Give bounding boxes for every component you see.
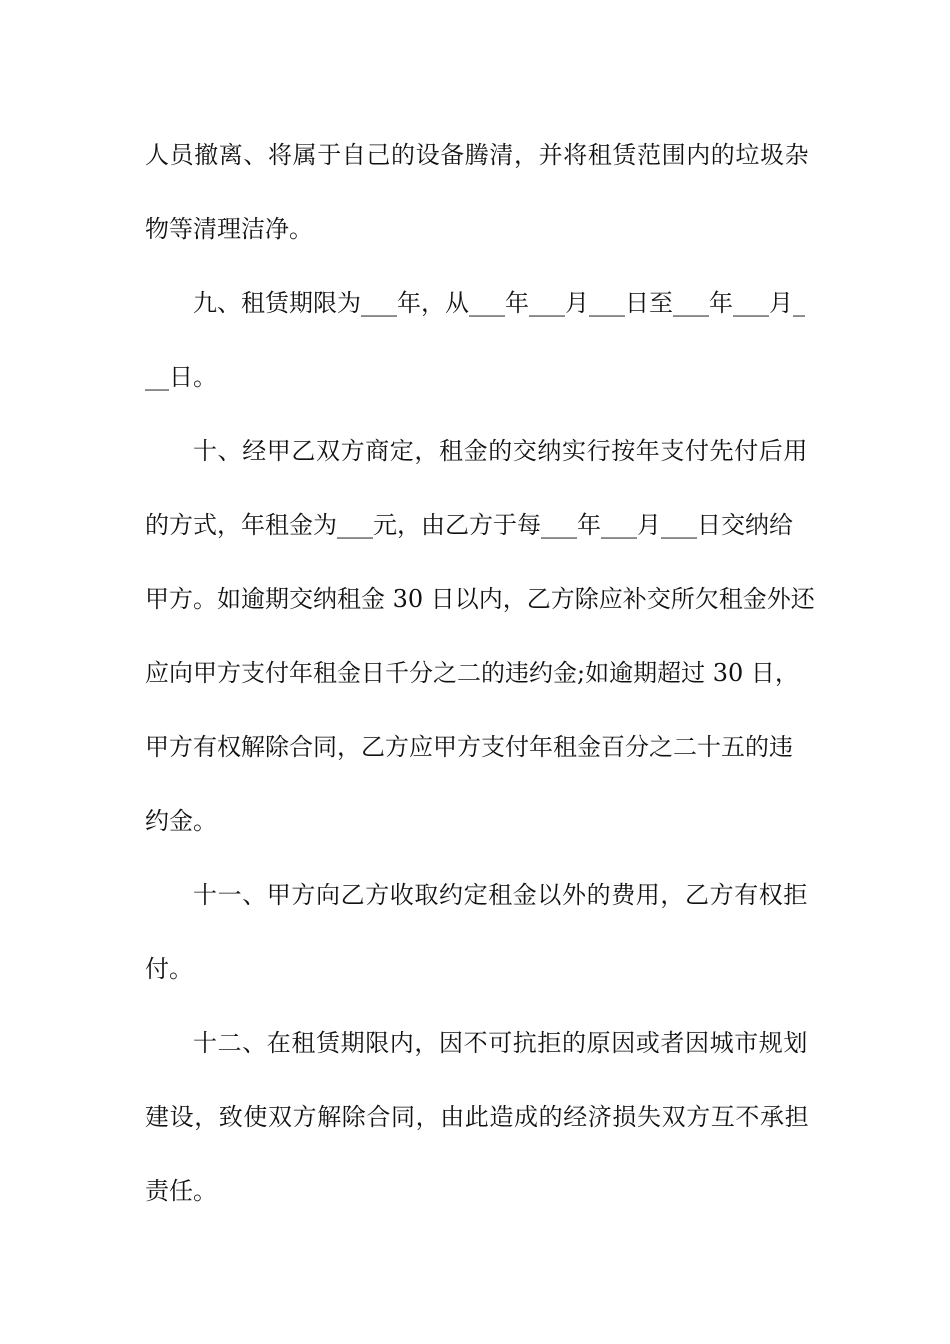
text-line: 甲方。如逾期交纳租金 30 日以内，乙方除应补交所欠租金外还: [145, 585, 815, 613]
text-line: __日。: [145, 363, 217, 391]
text-line: 物等清理洁净。: [145, 215, 313, 243]
text-line: 责任。: [145, 1177, 217, 1205]
text-line: 建设，致使双方解除合同，由此造成的经济损失双方互不承担: [145, 1103, 810, 1131]
paragraph-rent-payment: 十、经甲乙双方商定，租金的交纳实行按年支付先付后用: [193, 437, 808, 465]
paragraph-extra-fees: 十一、甲方向乙方收取约定租金以外的费用，乙方有权拒: [193, 881, 808, 909]
text-line: 甲方有权解除合同，乙方应甲方支付年租金百分之二十五的违: [145, 733, 793, 761]
text-line: 的方式，年租金为___元，由乙方于每___年___月___日交纳给: [145, 511, 793, 539]
text-line: 应向甲方支付年租金日千分之二的违约金;如逾期超过 30 日，: [145, 659, 799, 687]
text-line: 约金。: [145, 807, 217, 835]
paragraph-lease-term: 九、租赁期限为___年，从___年___月___日至___年___月_: [193, 289, 805, 317]
text-line: 付。: [145, 955, 193, 983]
paragraph-force-majeure: 十二、在租赁期限内，因不可抗拒的原因或者因城市规划: [193, 1029, 808, 1057]
text-line: 人员撤离、将属于自己的设备腾清，并将租赁范围内的垃圾杂: [145, 141, 810, 169]
